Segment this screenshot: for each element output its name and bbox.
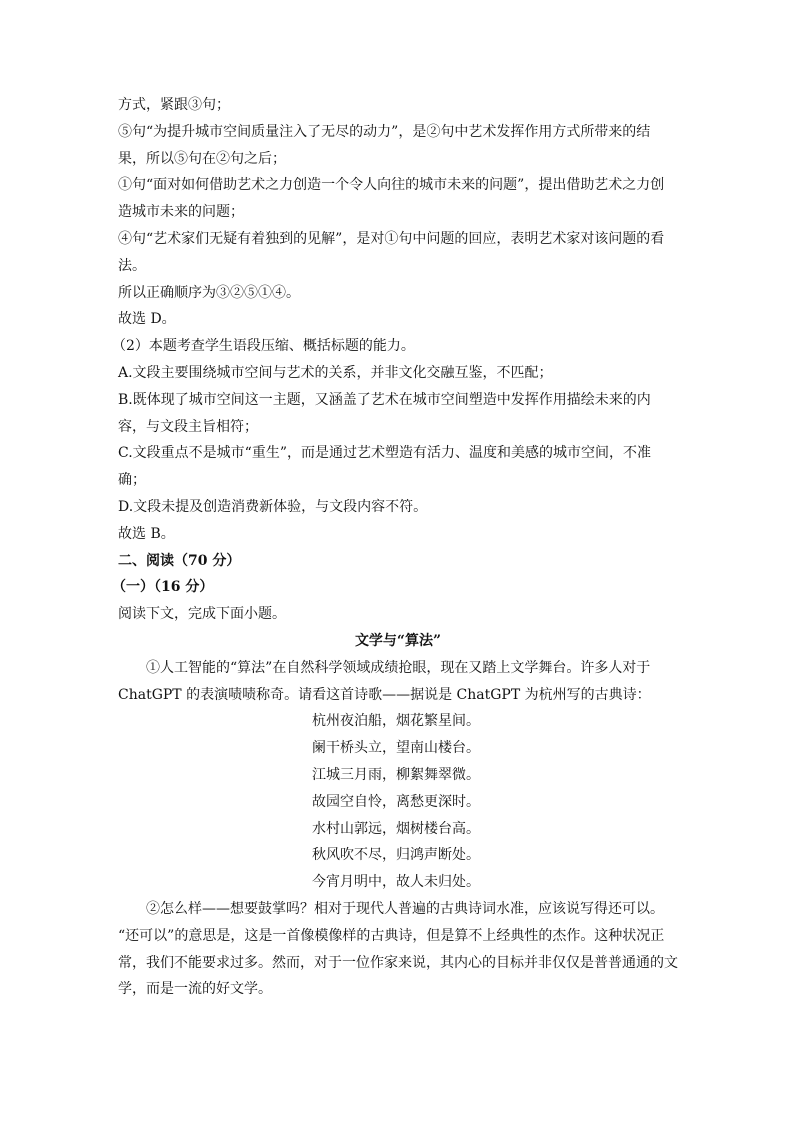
subsection-heading: （一）（16 分） bbox=[112, 579, 214, 596]
text-line: 造城市未来的问题； bbox=[118, 204, 244, 221]
option-c-line: C.文段重点不是城市“重生”，而是通过艺术塑造有活力、温度和美感的城市空间，不准 bbox=[118, 445, 651, 462]
text-line: “还可以”的意思是，这是一首像模像样的古典诗，但是算不上经典性的杰作。这种状况正 bbox=[118, 927, 665, 944]
text-line: 确； bbox=[118, 472, 146, 489]
option-b-line: B.既体现了城市空间这一主题，又涵盖了艺术在城市空间塑造中发挥作用描绘未来的内 bbox=[118, 391, 651, 408]
text-line: 容，与文段主旨相符； bbox=[118, 418, 258, 435]
text-line: 故选 D。 bbox=[118, 311, 176, 328]
text-line: ①句“面对如何借助艺术之力创造一个令人向往的城市未来的问题”，提出借助艺术之力创 bbox=[118, 177, 665, 194]
paragraph-2 bbox=[118, 896, 678, 1003]
answer-explanation bbox=[118, 92, 678, 333]
poem-line: 阑干桥头立，望南山楼台。 bbox=[312, 740, 480, 757]
poem-line: 杭州夜泊船，烟花繁星间。 bbox=[312, 713, 480, 730]
page-content bbox=[112, 92, 678, 1003]
text-line: 方式，紧跟③句； bbox=[118, 97, 230, 113]
option-d-line: D.文段未提及创造消费新体验，与文段内容不符。 bbox=[118, 498, 428, 515]
text-line: 学，而是一流的好文学。 bbox=[118, 981, 272, 998]
text-line: 常，我们不能要求过多。然而，对于一位作家来说，其内心的目标并非仅仅是普普通通的文 bbox=[118, 954, 678, 971]
text-line: 所以正确顺序为③②⑤①④。 bbox=[118, 284, 300, 301]
text-line: ②怎么样——想要鼓掌吗？相对于现代人普遍的古典诗词水准，应该说写得还可以。 bbox=[146, 900, 664, 917]
text-line: ⑤句“为提升城市空间质量注入了无尽的动力”，是②句中艺术发挥作用方式所带来的结 bbox=[118, 123, 651, 140]
instruction-text: 阅读下文，完成下面小题。 bbox=[118, 606, 286, 623]
text-line: ChatGPT 的表演啧啧称奇。请看这首诗歌——据说是 ChatGPT 为杭州写的古典诗： bbox=[118, 686, 651, 703]
poem-line: 江城三月雨，柳絮舞翠微。 bbox=[312, 766, 480, 783]
poem-line: 今宵月明中，故人未归处。 bbox=[312, 874, 480, 891]
text-line: 法。 bbox=[118, 257, 146, 274]
poem-line: 水村山郭远，烟树楼台高。 bbox=[312, 820, 480, 837]
text-line: 果，所以⑤句在②句之后； bbox=[118, 150, 286, 167]
paragraph-1 bbox=[118, 655, 678, 709]
section-heading: 二、阅读（70 分） bbox=[118, 552, 241, 569]
text-line: ④句“艺术家们无疑有着独到的见解”，是对①句中问题的回应，表明艺术家对该问题的看 bbox=[118, 230, 665, 247]
question-2-explanation bbox=[112, 333, 678, 547]
text-line: （2）本题考查学生语段压缩、概括标题的能力。 bbox=[112, 338, 415, 355]
poem-line: 秋风吹不尽，归鸿声断处。 bbox=[312, 847, 480, 864]
poem bbox=[118, 708, 678, 896]
poem-line: 故园空自怜，离愁更深时。 bbox=[312, 793, 480, 810]
text-line: ①人工智能的“算法”在自然科学领域成绩抢眼，现在又踏上文学舞台。许多人对于 bbox=[146, 659, 651, 676]
option-a-line: A.文段主要围绕城市空间与艺术的关系，并非文化交融互鉴，不匹配； bbox=[118, 364, 553, 381]
text-line: 故选 B。 bbox=[118, 525, 175, 542]
article-title: 文学与“算法” bbox=[354, 632, 442, 649]
